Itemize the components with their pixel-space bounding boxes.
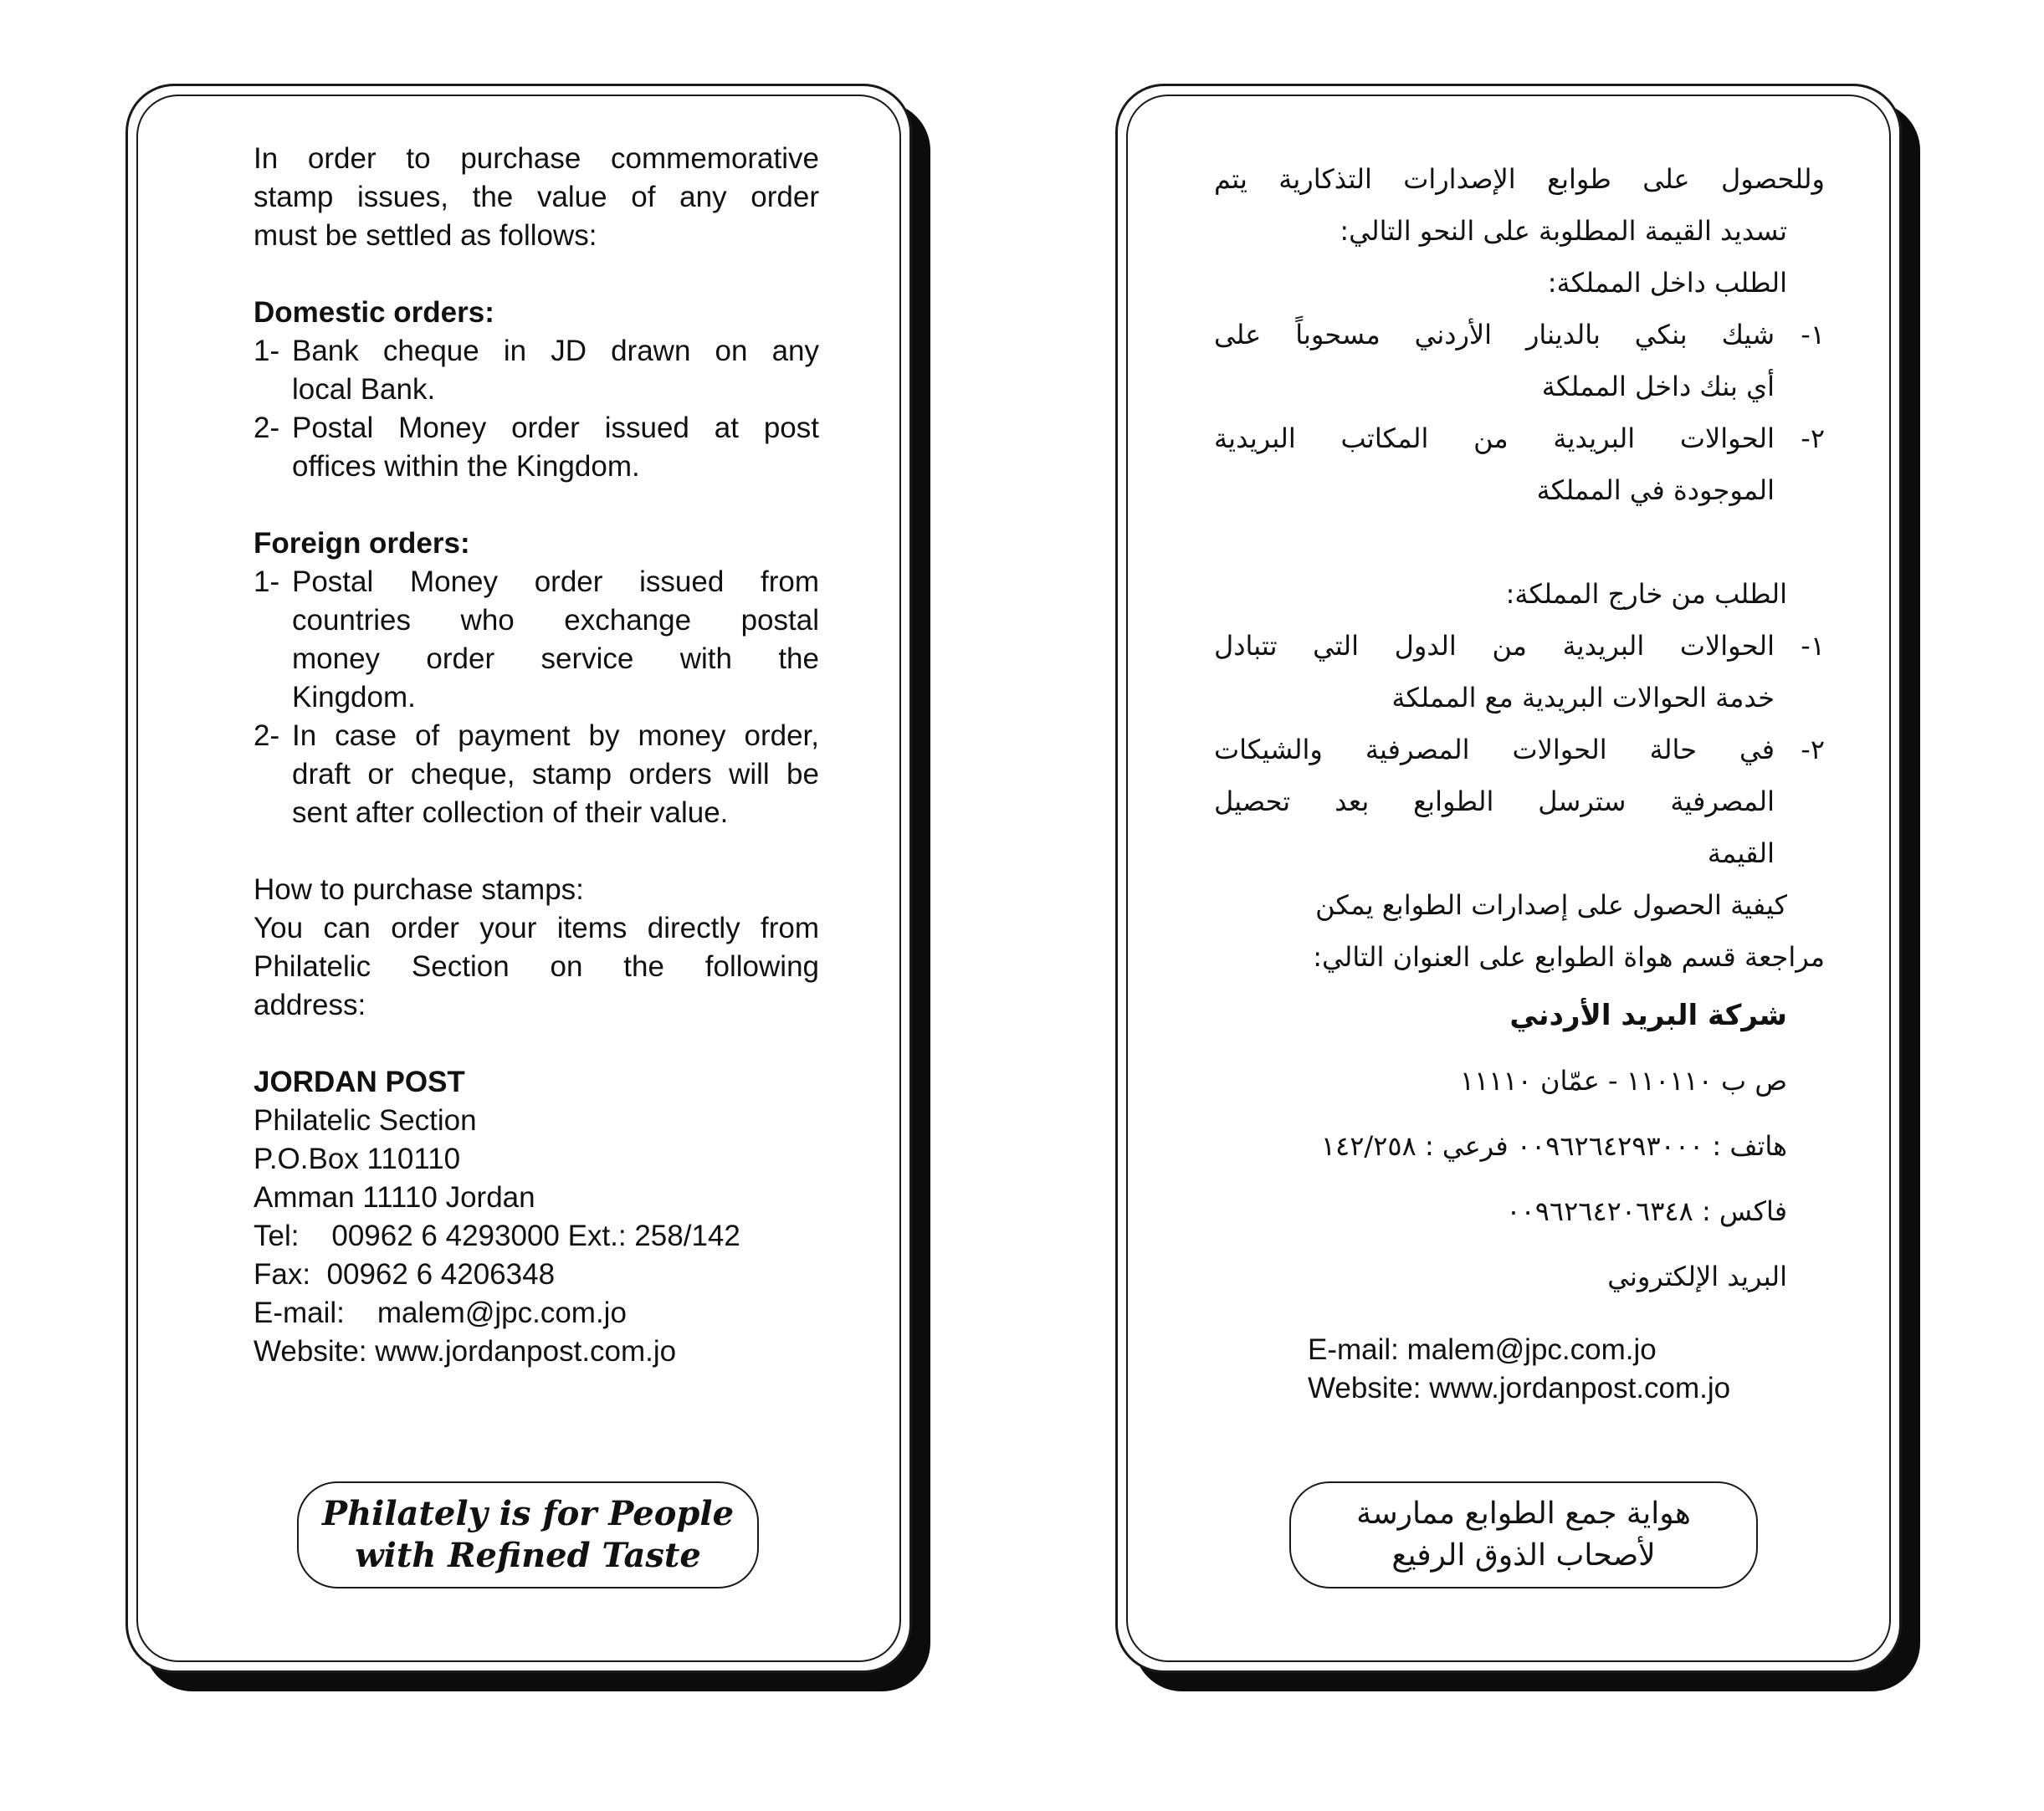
item-line: الحوالات البريدية من الدول التي تتبادل — [1214, 630, 1775, 662]
item-line: في حالة الحوالات المصرفية والشيكات — [1214, 734, 1775, 765]
domestic-item-1 — [1214, 309, 1825, 412]
item-line: شيك بنكي بالدينار الأردني مسحوباً على — [1214, 319, 1775, 350]
how-to-line: مراجعة قسم هواة الطوابع على العنوان التالي: — [1313, 941, 1825, 973]
item-line: offices within the Kingdom. — [292, 450, 640, 483]
motto-line: لأصحاب الذوق الرفيع — [1391, 1538, 1656, 1573]
website-label: Website: — [254, 1335, 367, 1368]
item-number: 2- — [254, 412, 280, 444]
address-tel: هاتف : ٠٠٩٦٢٦٤٢٩٣٠٠٠ فرعي : ١٤٢/٢٥٨ — [1320, 1130, 1787, 1162]
item-number: ١- — [1801, 630, 1825, 662]
motto-box-english — [297, 1481, 759, 1588]
email-label: E-mail: — [254, 1297, 345, 1329]
website-line: Website: www.jordanpost.com.jo — [1308, 1372, 1731, 1404]
item-line: المصرفية سترسل الطوابع بعد تحصيل — [1214, 785, 1775, 817]
item-line: money order service with the — [292, 642, 819, 675]
item-line: أي بنك داخل المملكة — [1541, 371, 1775, 402]
intro-line: stamp issues, the value of any order — [254, 181, 819, 213]
intro-line: In order to purchase commemorative — [254, 142, 819, 175]
motto-box-arabic — [1289, 1481, 1758, 1588]
domestic-item-2 — [1214, 412, 1825, 516]
item-line: In case of payment by money order, — [292, 719, 819, 752]
item-line: الموجودة في المملكة — [1536, 474, 1775, 506]
how-to-line: كيفية الحصول على إصدارات الطوابع يمكن — [1315, 889, 1787, 921]
panel-frame — [126, 84, 912, 1673]
tel-label: Tel: — [254, 1220, 300, 1252]
item-line: countries who exchange postal — [292, 604, 819, 637]
item-line: القيمة — [1707, 837, 1775, 869]
item-number: ١- — [1801, 319, 1825, 350]
intro-line: وللحصول على طوابع الإصدارات التذكارية يتم — [1214, 163, 1825, 195]
address-pobox: P.O.Box 110110 — [254, 1143, 461, 1175]
website-value: www.jordanpost.com.jo — [375, 1335, 677, 1368]
email-value: malem@jpc.com.jo — [377, 1297, 627, 1329]
item-line: Postal Money order issued from — [292, 565, 819, 598]
panel-frame — [1115, 84, 1902, 1673]
english-body — [254, 140, 819, 1371]
foreign-heading: Foreign orders: — [254, 527, 470, 560]
item-number: 2- — [254, 719, 280, 752]
domestic-heading: الطلب داخل المملكة: — [1547, 267, 1787, 299]
item-number: ٢- — [1801, 734, 1825, 765]
domestic-item-2 — [254, 409, 819, 486]
item-line: Kingdom. — [292, 681, 416, 714]
motto-line: with Refined Taste — [355, 1536, 701, 1575]
how-to-heading: How to purchase stamps: — [254, 873, 584, 906]
how-to-line: address: — [254, 989, 366, 1021]
foreign-heading: الطلب من خارج المملكة: — [1505, 578, 1787, 610]
arabic-body — [1214, 153, 1825, 1309]
english-panel — [126, 84, 912, 1673]
motto-line: Philately is for People — [321, 1494, 735, 1533]
fax-label: Fax: — [254, 1258, 311, 1291]
address-email-label: البريد الإلكتروني — [1607, 1261, 1787, 1292]
item-number: ٢- — [1801, 422, 1825, 454]
item-line: Postal Money order issued at post — [292, 412, 819, 444]
domestic-heading: Domestic orders: — [254, 296, 494, 329]
address-city: Amman 11110 Jordan — [254, 1181, 535, 1214]
item-line: الحوالات البريدية من المكاتب البريدية — [1214, 422, 1775, 454]
tel-value: 00962 6 4293000 Ext.: 258/142 — [331, 1220, 740, 1252]
foreign-item-1 — [254, 563, 819, 717]
item-number: 1- — [254, 335, 280, 367]
item-line: local Bank. — [292, 373, 436, 406]
address-tel — [254, 1217, 819, 1256]
intro-line: must be settled as follows: — [254, 219, 597, 252]
arabic-panel — [1115, 84, 1902, 1673]
item-line: خدمة الحوالات البريدية مع المملكة — [1391, 682, 1775, 714]
domestic-item-1 — [254, 332, 819, 409]
address-pobox: ص ب ١١٠١١٠ - عمّان ١١١١٠ — [1459, 1065, 1787, 1097]
email-line: E-mail: malem@jpc.com.jo — [1308, 1333, 1657, 1366]
motto-line: هواية جمع الطوابع ممارسة — [1356, 1496, 1691, 1531]
address-org: شركة البريد الأردني — [1509, 999, 1787, 1032]
item-line: draft or cheque, stamp orders will be — [292, 758, 819, 790]
foreign-item-2 — [254, 717, 819, 832]
address-org: JORDAN POST — [254, 1066, 465, 1098]
address-section: Philatelic Section — [254, 1104, 477, 1137]
foreign-item-1 — [1214, 620, 1825, 724]
item-line: Bank cheque in JD drawn on any — [292, 335, 819, 367]
item-number: 1- — [254, 565, 280, 598]
fax-value: 00962 6 4206348 — [326, 1258, 556, 1291]
item-line: sent after collection of their value. — [292, 796, 729, 829]
arabic-panel-contacts — [1308, 1331, 1730, 1408]
address-fax — [254, 1256, 819, 1294]
how-to-line: Philatelic Section on the following — [254, 950, 819, 983]
foreign-item-2 — [1214, 724, 1825, 879]
arabic-address — [1214, 983, 1825, 1309]
address-email — [254, 1294, 819, 1333]
how-to-line: You can order your items directly from — [254, 912, 819, 944]
intro-line: تسديد القيمة المطلوبة على النحو التالي: — [1340, 215, 1787, 247]
address-fax: فاكس : ٠٠٩٦٢٦٤٢٠٦٣٤٨ — [1506, 1195, 1787, 1227]
address-website — [254, 1333, 819, 1371]
